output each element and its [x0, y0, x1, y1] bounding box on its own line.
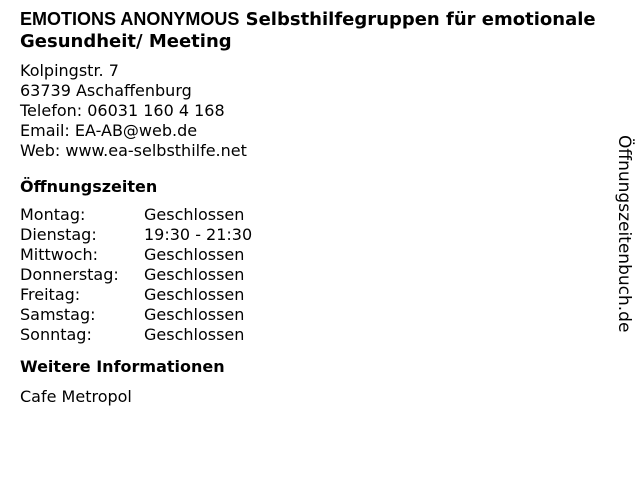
- contact-block: [20, 61, 610, 161]
- page-title: [20, 8, 610, 53]
- hours-day: Samstag:: [20, 305, 96, 324]
- hours-day: Dienstag:: [20, 225, 97, 244]
- more-info-heading: Weitere Informationen: [20, 357, 225, 376]
- hours-row-thursday: [20, 265, 610, 285]
- email-address: Email: EA-AB@web.de: [20, 121, 198, 140]
- hours-row-wednesday: [20, 245, 610, 265]
- title-brand: EMOTIONS ANONYMOUS: [20, 9, 240, 29]
- website: Web: www.ea-selbsthilfe.net: [20, 141, 247, 160]
- address-city: 63739 Aschaffenburg: [20, 81, 192, 100]
- hours-row-tuesday: [20, 225, 610, 245]
- hours-time: 19:30 - 21:30: [144, 225, 253, 244]
- hours-day: Mittwoch:: [20, 245, 98, 264]
- hours-time: Geschlossen: [144, 205, 245, 224]
- hours-time: Geschlossen: [144, 285, 245, 304]
- phone-number: Telefon: 06031 160 4 168: [20, 101, 225, 120]
- hours-time: Geschlossen: [144, 325, 245, 344]
- opening-hours-heading: Öffnungszeiten: [20, 177, 158, 196]
- hours-row-friday: [20, 285, 610, 305]
- opening-hours-table: [20, 205, 610, 345]
- hours-row-monday: [20, 205, 610, 225]
- hours-day: Montag:: [20, 205, 86, 224]
- listing-page: [20, 8, 610, 407]
- address-street: Kolpingstr. 7: [20, 61, 119, 80]
- hours-day: Donnerstag:: [20, 265, 119, 284]
- title-description: Selbsthilfegruppen für emotionale Gesundheit/ Meeting: [20, 9, 596, 52]
- hours-time: Geschlossen: [144, 305, 245, 324]
- hours-day: Freitag:: [20, 285, 81, 304]
- hours-row-sunday: [20, 325, 610, 345]
- hours-time: Geschlossen: [144, 245, 245, 264]
- site-watermark: Öffnungszeitenbuch.de: [614, 135, 634, 333]
- hours-time: Geschlossen: [144, 265, 245, 284]
- hours-day: Sonntag:: [20, 325, 92, 344]
- more-info-text: Cafe Metropol: [20, 387, 132, 406]
- hours-row-saturday: [20, 305, 610, 325]
